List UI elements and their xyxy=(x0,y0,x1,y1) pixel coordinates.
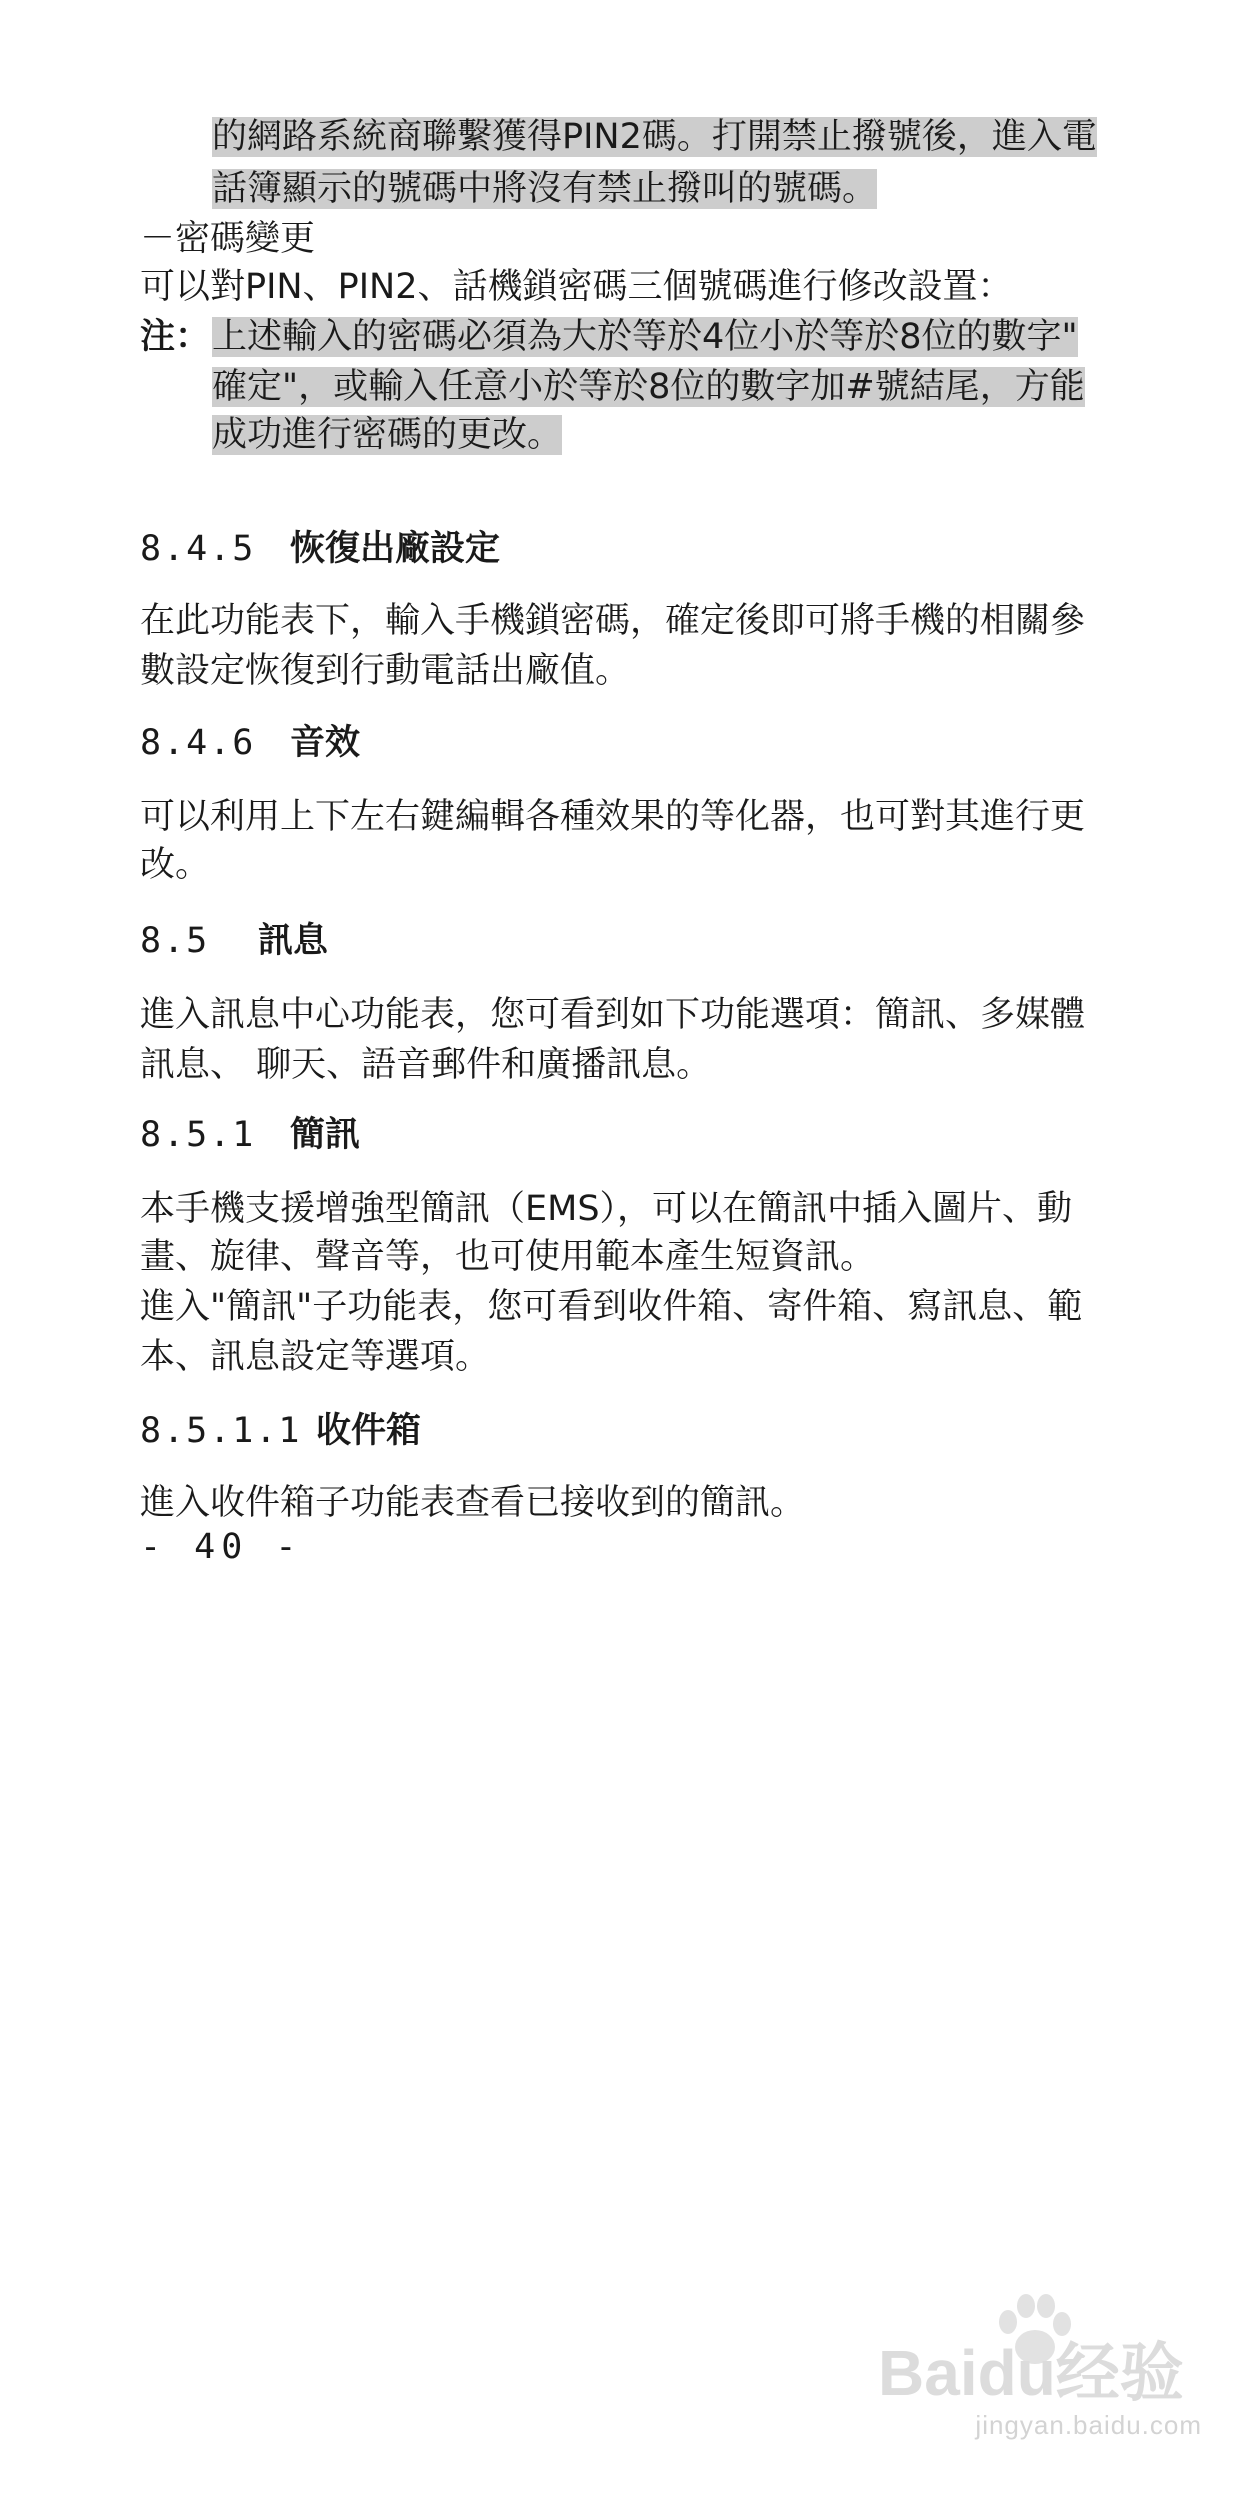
watermark xyxy=(878,2322,1208,2452)
section-8-5-1-1-line-1: 進入收件箱子功能表查看已接收到的簡訊。 xyxy=(140,1483,806,1523)
note-line-1: 上述輸入的密碼必須為大於等於4位小於等於8位的數字" xyxy=(212,317,1078,357)
section-8-5-1-line-2: 畫、旋律、聲音等，也可使用範本產生短資訊。 xyxy=(140,1237,876,1277)
note-line-2: 確定"，或輸入任意小於等於8位的數字加#號結尾，方能 xyxy=(212,367,1085,407)
intro-line-2: 話簿顯示的號碼中將沒有禁止撥叫的號碼。 xyxy=(212,169,878,209)
section-8-5-1-line-3: 進入"簡訊"子功能表，您可看到收件箱、寄件箱、寫訊息、範 xyxy=(140,1287,1083,1327)
section-8-4-5-line-2: 數設定恢復到行動電話出廠值。 xyxy=(140,651,631,691)
section-heading-8-5 xyxy=(140,916,329,966)
section-number: 8.5.1.1 xyxy=(140,1411,302,1451)
section-number: 8.5.1 xyxy=(140,1115,256,1155)
section-title: 恢復出廠設定 xyxy=(290,529,501,569)
section-heading-8-4-5 xyxy=(140,524,501,574)
section-8-5-1-line-4: 本、訊息設定等選項。 xyxy=(140,1337,491,1377)
section-8-5-1-line-1: 本手機支援增強型簡訊（EMS），可以在簡訊中插入圖片、動 xyxy=(140,1189,1073,1229)
section-8-5-line-2: 訊息、 聊天、語音郵件和廣播訊息。 xyxy=(140,1045,712,1085)
intro-line-1: 的網路系統商聯繫獲得PIN2碼。打開禁止撥號後，進入電 xyxy=(212,117,1097,157)
watermark-url: jingyan.baidu.com xyxy=(975,2410,1202,2440)
section-number: 8.4.6 xyxy=(140,723,256,763)
note-label: 注： xyxy=(140,317,211,357)
section-heading-8-5-1 xyxy=(140,1110,361,1160)
watermark-brand: Baidu经验 xyxy=(878,2337,1184,2409)
section-heading-8-5-1-1 xyxy=(140,1406,422,1456)
note-line-3: 成功進行密碼的更改。 xyxy=(212,415,563,455)
section-title: 音效 xyxy=(290,723,361,763)
section-8-5-line-1: 進入訊息中心功能表，您可看到如下功能選項：簡訊、多媒體 xyxy=(140,995,1086,1035)
section-heading-8-4-6 xyxy=(140,718,361,768)
password-change-item: －密碼變更 xyxy=(140,219,316,259)
section-number: 8.5 xyxy=(140,921,210,961)
password-change-desc: 可以對PIN、PIN2、話機鎖密碼三個號碼進行修改設置： xyxy=(140,267,1013,307)
section-title: 收件箱 xyxy=(316,1411,422,1451)
page-number: - 40 - xyxy=(140,1527,303,1567)
section-number: 8.4.5 xyxy=(140,529,256,569)
section-title: 訊息 xyxy=(258,921,329,961)
section-8-4-5-line-1: 在此功能表下，輸入手機鎖密碼，確定後即可將手機的相關參 xyxy=(140,601,1086,641)
section-title: 簡訊 xyxy=(290,1115,361,1155)
section-8-4-6-line-1: 可以利用上下左右鍵編輯各種效果的等化器，也可對其進行更 xyxy=(140,797,1086,837)
section-8-4-6-line-2: 改。 xyxy=(140,845,211,885)
